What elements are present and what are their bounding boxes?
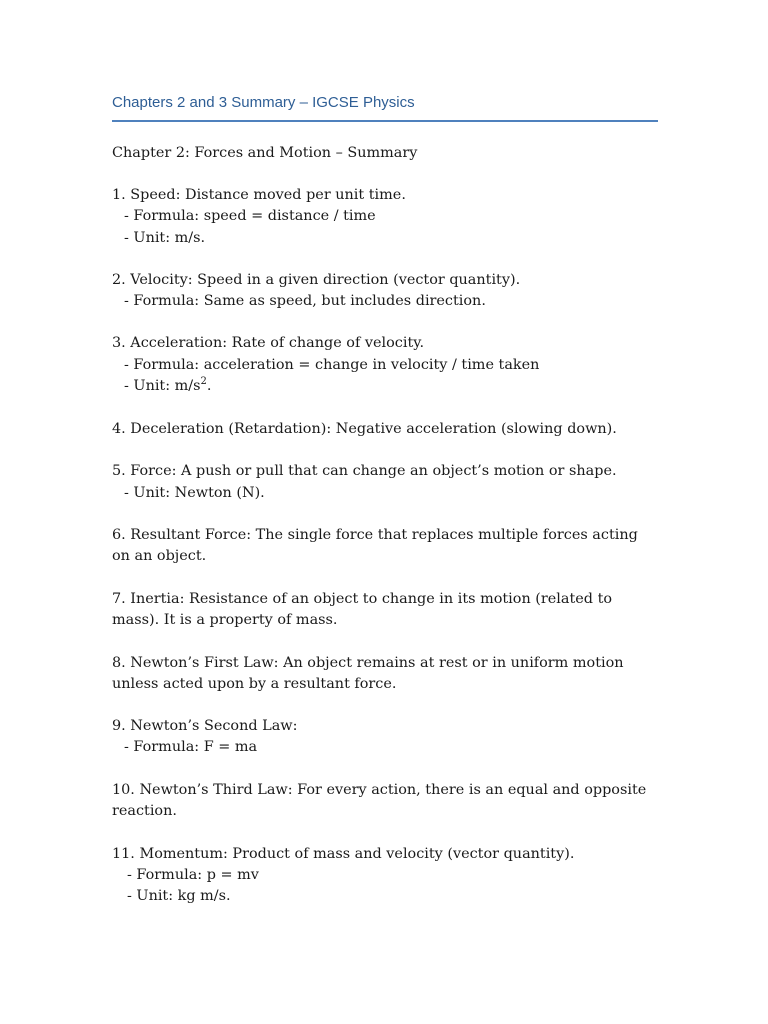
- acceleration-unit-base: - Unit: m/s: [124, 378, 201, 394]
- item-force-unit: - Unit: Newton (N).: [124, 485, 265, 501]
- item-speed-unit: - Unit: m/s.: [124, 230, 206, 246]
- title-underline: [112, 120, 658, 122]
- item-speed-formula: - Formula: speed = distance / time: [124, 208, 376, 224]
- item-inertia: 7. Inertia: Resistance of an object to change in its motion (related to: [112, 591, 613, 607]
- item-resultant-force-cont: on an object.: [112, 548, 207, 564]
- item-resultant-force: 6. Resultant Force: The single force that replaces multiple forces acting: [112, 527, 638, 543]
- item-third-law-cont: reaction.: [112, 803, 177, 819]
- acceleration-unit-exponent: 2: [200, 376, 207, 387]
- item-acceleration: 3. Acceleration: Rate of change of velocity.: [112, 335, 425, 351]
- item-speed: 1. Speed: Distance moved per unit time.: [112, 187, 406, 203]
- item-velocity: 2. Velocity: Speed in a given direction (vector quantity).: [112, 272, 521, 288]
- item-momentum-formula: - Formula: p = mv: [127, 867, 259, 883]
- item-momentum: 11. Momentum: Product of mass and velocity (vector quantity).: [112, 846, 575, 862]
- item-first-law-cont: unless acted upon by a resultant force.: [112, 676, 397, 692]
- item-third-law: 10. Newton’s Third Law: For every action, there is an equal and opposite: [112, 782, 647, 798]
- item-first-law: 8. Newton’s First Law: An object remains at rest or in uniform motion: [112, 655, 624, 671]
- chapter-heading: Chapter 2: Forces and Motion – Summary: [112, 145, 418, 161]
- document-title: Chapters 2 and 3 Summary – IGCSE Physics: [112, 94, 415, 111]
- item-second-law-formula: - Formula: F = ma: [124, 739, 258, 755]
- item-second-law: 9. Newton’s Second Law:: [112, 718, 298, 734]
- item-force: 5. Force: A push or pull that can change an object’s motion or shape.: [112, 463, 617, 479]
- item-deceleration: 4. Deceleration (Retardation): Negative acceleration (slowing down).: [112, 421, 617, 437]
- item-momentum-unit: - Unit: kg m/s.: [127, 888, 231, 904]
- item-acceleration-formula: - Formula: acceleration = change in velocity / time taken: [124, 357, 540, 373]
- item-inertia-cont: mass). It is a property of mass.: [112, 612, 338, 628]
- item-velocity-formula: - Formula: Same as speed, but includes direction.: [124, 293, 486, 309]
- item-acceleration-unit: [124, 376, 211, 397]
- acceleration-unit-period: .: [206, 378, 212, 394]
